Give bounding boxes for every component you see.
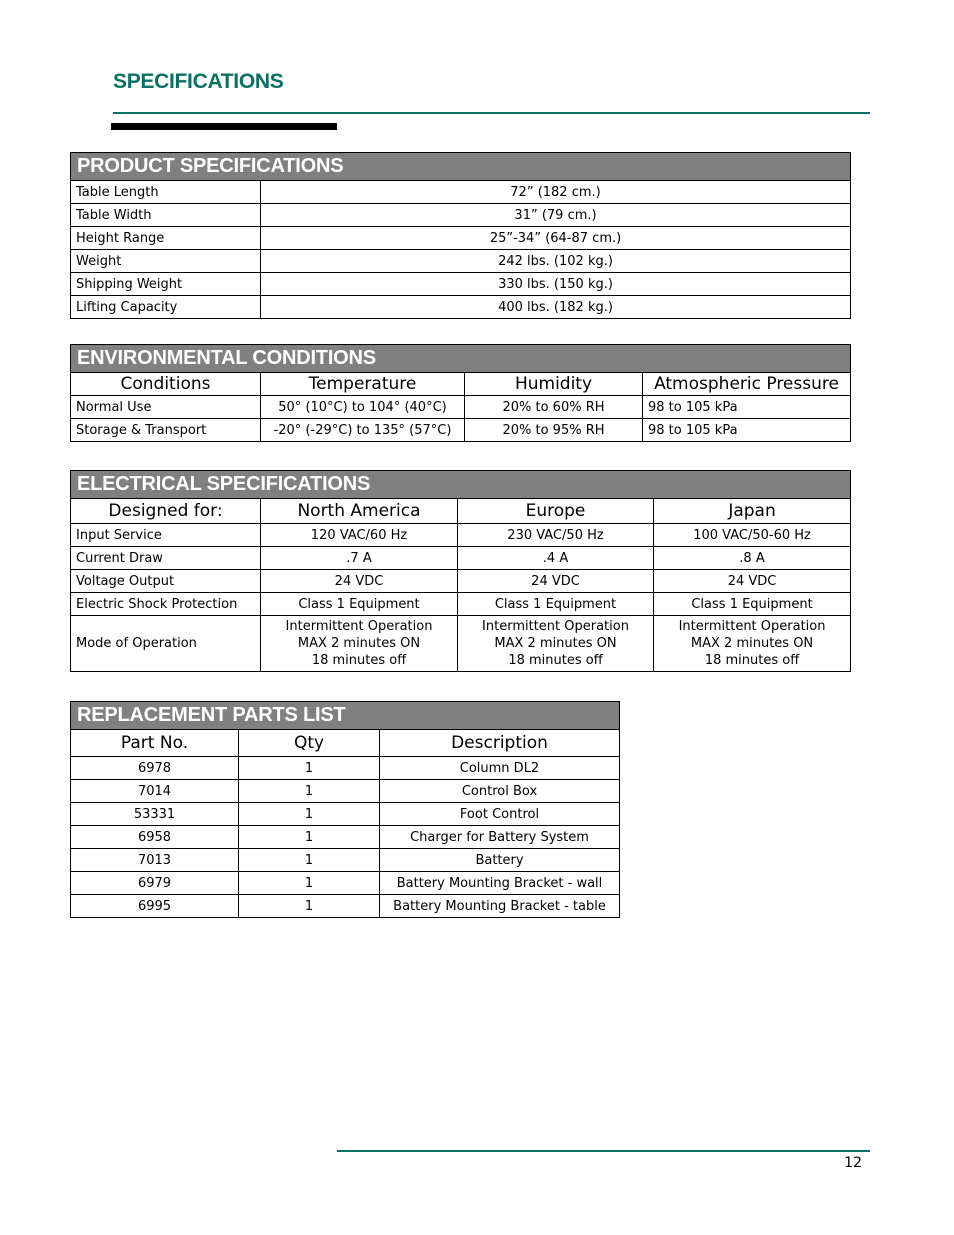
table-row bbox=[71, 895, 620, 918]
table-row bbox=[71, 204, 851, 227]
part-qty: 1 bbox=[239, 895, 380, 918]
spec-label: Height Range bbox=[71, 227, 261, 250]
part-description: Battery Mounting Bracket - wall bbox=[380, 872, 620, 895]
part-qty: 1 bbox=[239, 757, 380, 780]
environmental-conditions-heading: ENVIRONMENTAL CONDITIONS bbox=[71, 345, 851, 373]
table-row bbox=[71, 849, 620, 872]
table-row bbox=[71, 826, 620, 849]
table-row bbox=[71, 570, 851, 593]
spec-value: 31” (79 cm.) bbox=[261, 204, 851, 227]
spec-label: Electric Shock Protection bbox=[71, 593, 261, 616]
part-description: Column DL2 bbox=[380, 757, 620, 780]
part-number: 7013 bbox=[71, 849, 239, 872]
japan-cell: 100 VAC/50-60 Hz bbox=[654, 524, 851, 547]
europe-cell: 24 VDC bbox=[458, 570, 654, 593]
europe-cell: 230 VAC/50 Hz bbox=[458, 524, 654, 547]
column-header: Designed for: bbox=[71, 499, 261, 524]
part-description: Control Box bbox=[380, 780, 620, 803]
column-header: Europe bbox=[458, 499, 654, 524]
part-number: 6978 bbox=[71, 757, 239, 780]
mode-line: MAX 2 minutes ON bbox=[690, 636, 814, 651]
product-specifications-table bbox=[70, 152, 851, 319]
spec-label: Voltage Output bbox=[71, 570, 261, 593]
spec-label: Current Draw bbox=[71, 547, 261, 570]
spec-value: 25”-34” (64-87 cm.) bbox=[261, 227, 851, 250]
table-row bbox=[71, 593, 851, 616]
north-america-cell: 24 VDC bbox=[261, 570, 458, 593]
part-description: Foot Control bbox=[380, 803, 620, 826]
column-header: Humidity bbox=[465, 373, 643, 396]
spec-value: 330 lbs. (150 kg.) bbox=[261, 273, 851, 296]
spec-label: Table Width bbox=[71, 204, 261, 227]
north-america-cell: 120 VAC/60 Hz bbox=[261, 524, 458, 547]
part-number: 7014 bbox=[71, 780, 239, 803]
table-row bbox=[71, 227, 851, 250]
column-header: North America bbox=[261, 499, 458, 524]
condition-label: Storage & Transport bbox=[71, 419, 261, 442]
europe-cell: .4 A bbox=[458, 547, 654, 570]
part-qty: 1 bbox=[239, 872, 380, 895]
footer-rule bbox=[337, 1150, 870, 1152]
table-row bbox=[71, 547, 851, 570]
mode-line: Intermittent Operation bbox=[482, 619, 629, 634]
part-number: 53331 bbox=[71, 803, 239, 826]
north-america-cell bbox=[261, 616, 458, 672]
table-row bbox=[71, 250, 851, 273]
mode-line: MAX 2 minutes ON bbox=[494, 636, 617, 651]
mode-line: Intermittent Operation bbox=[678, 619, 826, 634]
part-number: 6995 bbox=[71, 895, 239, 918]
title-rule bbox=[113, 112, 870, 114]
japan-cell bbox=[654, 616, 851, 672]
table-row bbox=[71, 616, 851, 672]
spec-value: 242 lbs. (102 kg.) bbox=[261, 250, 851, 273]
column-header-row bbox=[71, 499, 851, 524]
spec-label: Shipping Weight bbox=[71, 273, 261, 296]
table-row bbox=[71, 273, 851, 296]
mode-line: 18 minutes off bbox=[311, 653, 407, 668]
temperature-cell: 50° (10°C) to 104° (40°C) bbox=[261, 396, 465, 419]
spec-label: Mode of Operation bbox=[71, 616, 261, 672]
spec-label: Weight bbox=[71, 250, 261, 273]
north-america-cell: Class 1 Equipment bbox=[261, 593, 458, 616]
part-description: Battery bbox=[380, 849, 620, 872]
humidity-cell: 20% to 60% RH bbox=[465, 396, 643, 419]
column-header: Temperature bbox=[261, 373, 465, 396]
north-america-cell: .7 A bbox=[261, 547, 458, 570]
spec-label: Lifting Capacity bbox=[71, 296, 261, 319]
electrical-specifications-heading: ELECTRICAL SPECIFICATIONS bbox=[71, 471, 851, 499]
table-row bbox=[71, 396, 851, 419]
environmental-conditions-table bbox=[70, 344, 851, 442]
table-row bbox=[71, 296, 851, 319]
japan-cell: Class 1 Equipment bbox=[654, 593, 851, 616]
humidity-cell: 20% to 95% RH bbox=[465, 419, 643, 442]
temperature-cell: -20° (-29°C) to 135° (57°C) bbox=[261, 419, 465, 442]
column-header: Part No. bbox=[71, 730, 239, 757]
column-header: Japan bbox=[654, 499, 851, 524]
spec-value: 72” (182 cm.) bbox=[261, 181, 851, 204]
condition-label: Normal Use bbox=[71, 396, 261, 419]
europe-cell bbox=[458, 616, 654, 672]
page-title: SPECIFICATIONS bbox=[113, 70, 284, 93]
table-row bbox=[71, 872, 620, 895]
column-header: Qty bbox=[239, 730, 380, 757]
table-row bbox=[71, 803, 620, 826]
page-number: 12 bbox=[844, 1155, 862, 1171]
mode-line: 18 minutes off bbox=[508, 653, 603, 668]
europe-cell: Class 1 Equipment bbox=[458, 593, 654, 616]
product-specifications-heading: PRODUCT SPECIFICATIONS bbox=[71, 153, 851, 181]
column-header: Description bbox=[380, 730, 620, 757]
japan-cell: .8 A bbox=[654, 547, 851, 570]
column-header: Atmospheric Pressure bbox=[643, 373, 851, 396]
part-qty: 1 bbox=[239, 849, 380, 872]
part-qty: 1 bbox=[239, 826, 380, 849]
part-number: 6958 bbox=[71, 826, 239, 849]
part-description: Charger for Battery System bbox=[380, 826, 620, 849]
table-row bbox=[71, 419, 851, 442]
column-header: Conditions bbox=[71, 373, 261, 396]
table-row bbox=[71, 524, 851, 547]
part-qty: 1 bbox=[239, 780, 380, 803]
spec-label: Table Length bbox=[71, 181, 261, 204]
replacement-parts-table bbox=[70, 701, 620, 918]
spec-label: Input Service bbox=[71, 524, 261, 547]
part-qty: 1 bbox=[239, 803, 380, 826]
mode-line: MAX 2 minutes ON bbox=[297, 636, 421, 651]
mode-line: Intermittent Operation bbox=[285, 619, 433, 634]
column-header-row bbox=[71, 730, 620, 757]
replacement-parts-heading: REPLACEMENT PARTS LIST bbox=[71, 702, 620, 730]
column-header-row bbox=[71, 373, 851, 396]
table-row bbox=[71, 780, 620, 803]
title-accent-bar bbox=[111, 123, 337, 130]
table-row bbox=[71, 181, 851, 204]
table-row bbox=[71, 757, 620, 780]
japan-cell: 24 VDC bbox=[654, 570, 851, 593]
mode-line: 18 minutes off bbox=[704, 653, 800, 668]
spec-value: 400 lbs. (182 kg.) bbox=[261, 296, 851, 319]
electrical-specifications-table bbox=[70, 470, 851, 672]
part-number: 6979 bbox=[71, 872, 239, 895]
pressure-cell: 98 to 105 kPa bbox=[643, 419, 851, 442]
pressure-cell: 98 to 105 kPa bbox=[643, 396, 851, 419]
part-description: Battery Mounting Bracket - table bbox=[380, 895, 620, 918]
